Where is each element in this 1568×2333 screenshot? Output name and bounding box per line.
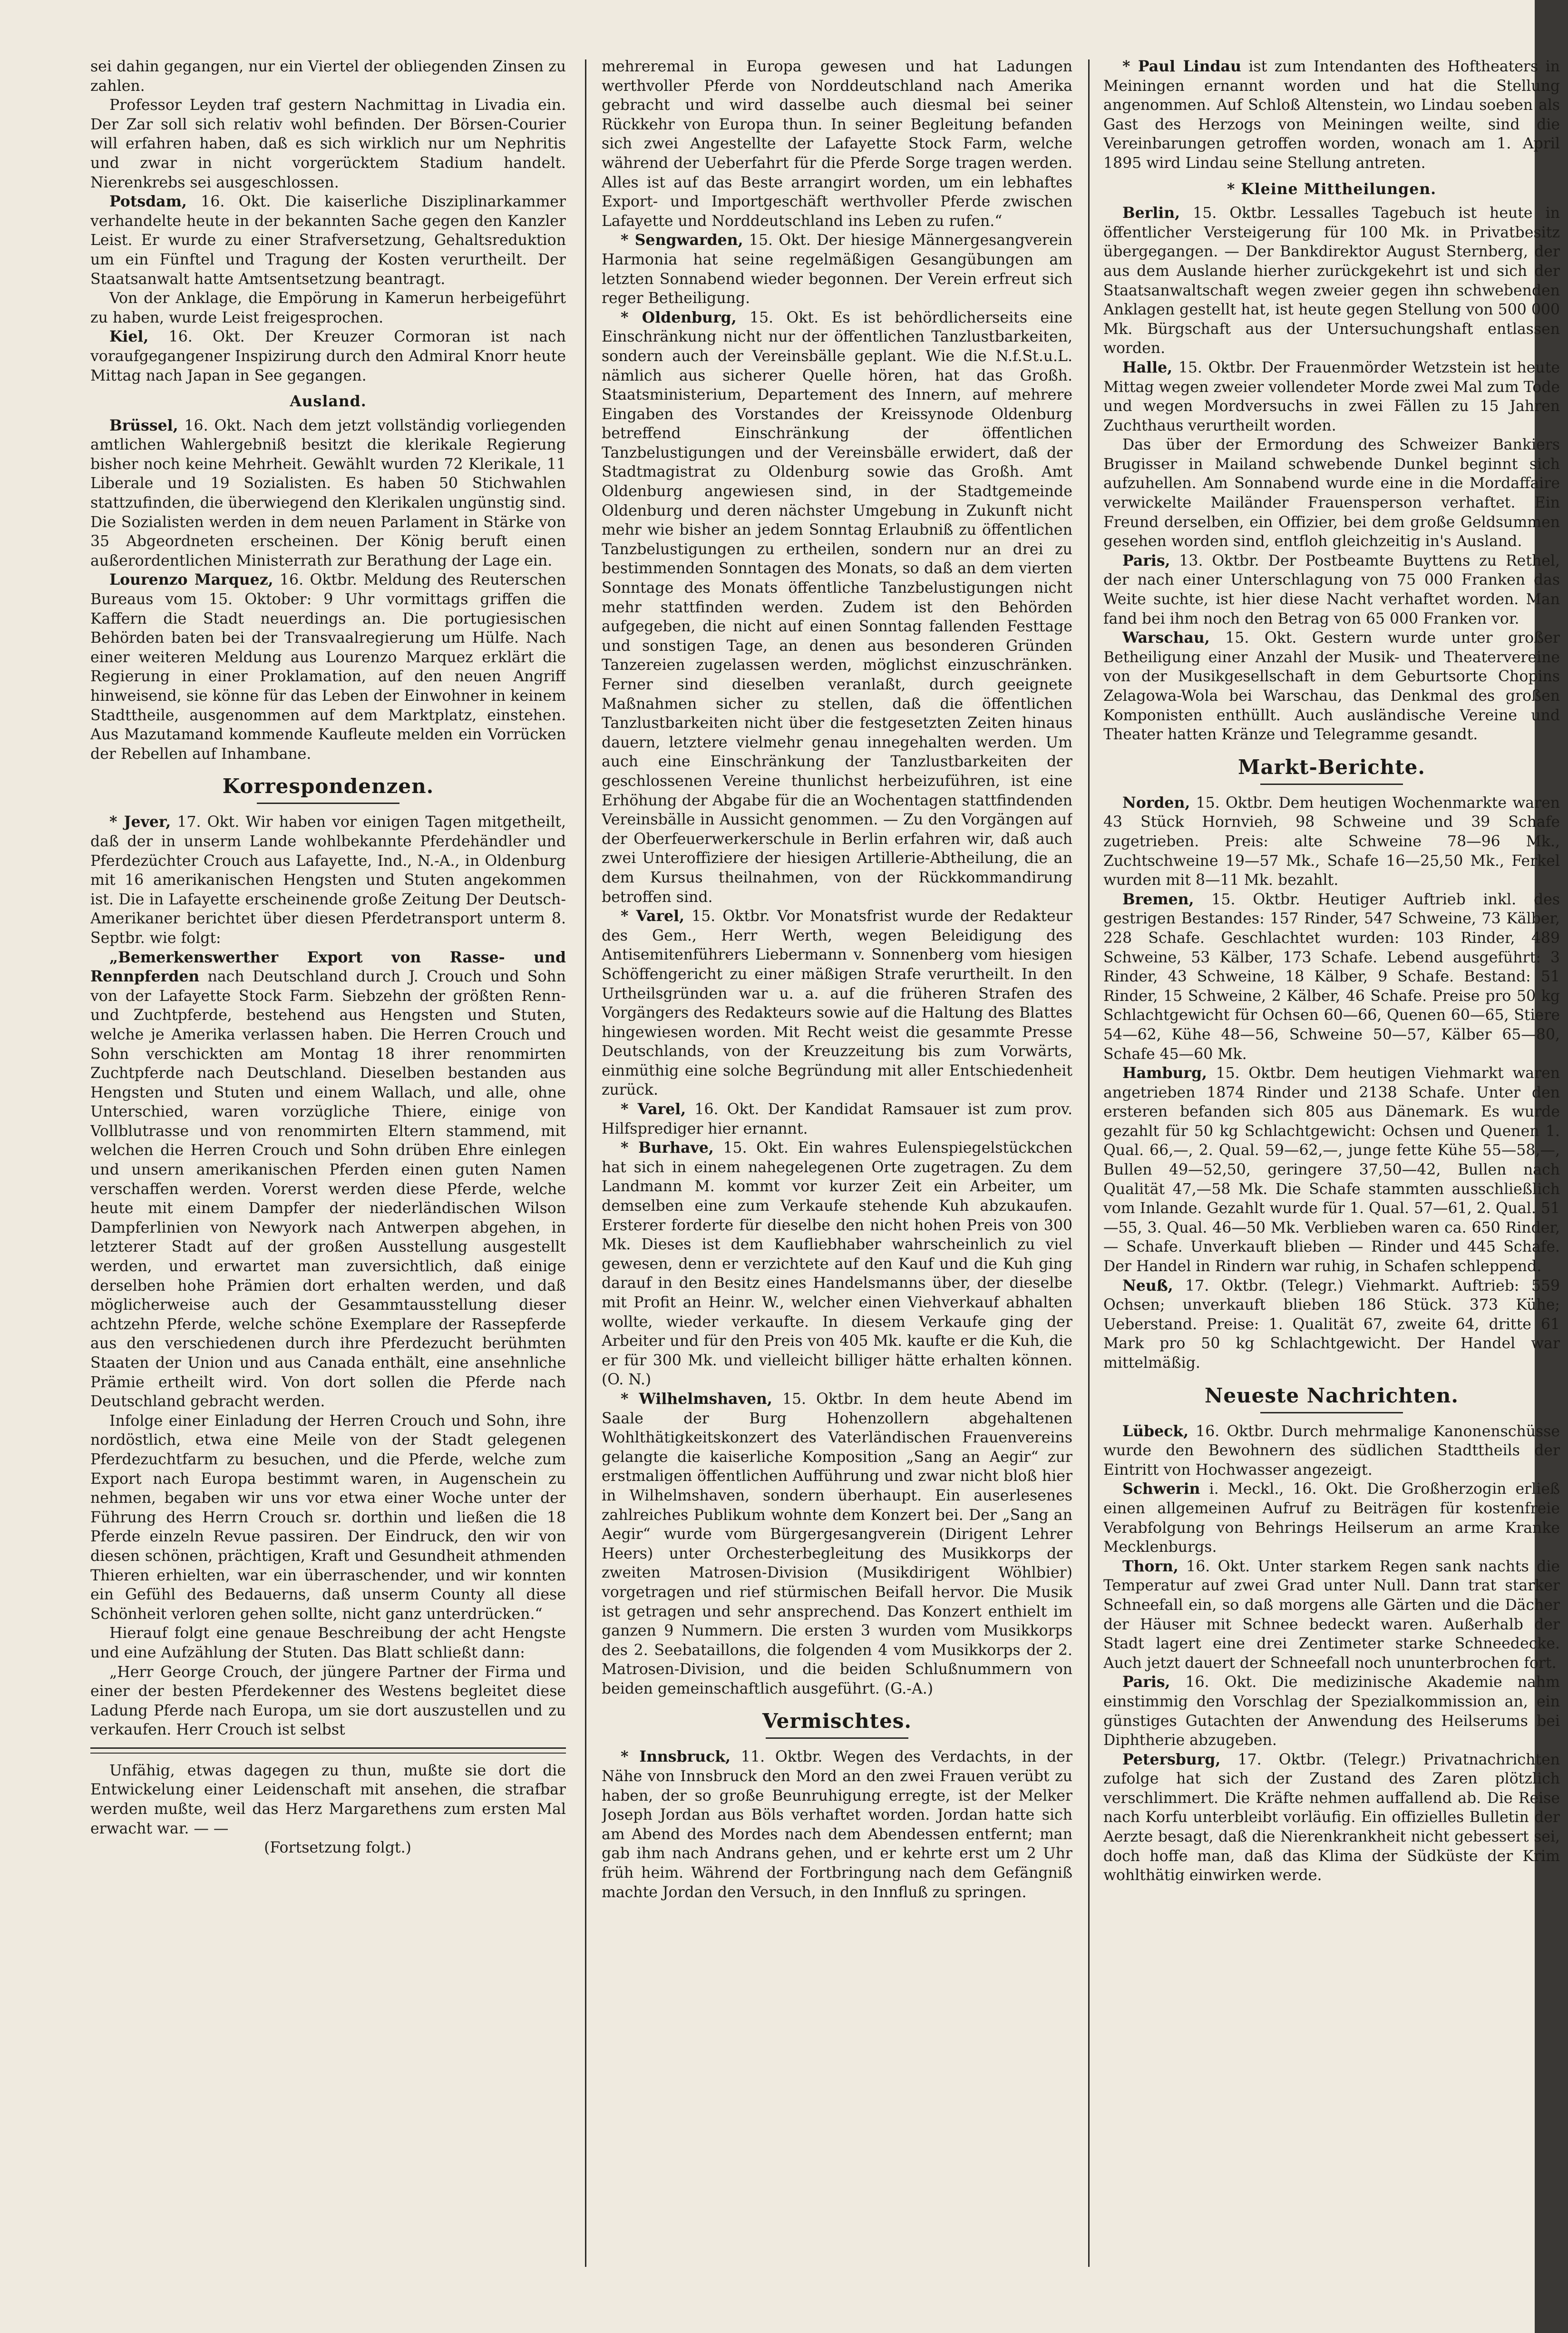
article-paris-2 — [1103, 1673, 1560, 1750]
article-berlin — [1103, 204, 1560, 358]
article-kiel — [90, 327, 566, 385]
dateline: Kiel, — [109, 328, 149, 346]
article-text: 15. Oktbr. Dem heutigen Wochenmarkte waren 43 Stück Hornvieh, 98 Schweine und 39 Schafe zugetrieben. Preis: alte Schweine 78—96 Mk., Zuchtschweine 19—57 Mk., Schafe 16—25,50 Mk., Ferkel wurden mit 8—11 Mk. bezahlt. — [1103, 794, 1560, 889]
article-text: 17. Oktbr. (Telegr.) Viehmarkt. Auftrieb: 559 Ochsen; unverkauft blieben 186 Stück. 373 Kühe; Ueberstand. Preise: 1. Qualität 67, zweite 64, dritte 61 Mark pro 50 kg Schlachtgewicht. Der Handel war mittelmäßig. — [1103, 1277, 1560, 1372]
dateline: * Jever, — [109, 813, 171, 831]
article-jever — [90, 813, 566, 948]
column-rule-1 — [585, 59, 586, 2267]
feuilleton-text: Unfähig, etwas dagegen zu thun, mußte sie dort die Entwickelung einer Leidenschaft mit ansehen, die strafbar werden mußte, weil das Herz Margarethens zum ersten Mal erwacht war. — — — [90, 1762, 566, 1837]
column-1 — [90, 57, 566, 2255]
dateline: Thorn, — [1122, 1557, 1178, 1575]
article-text: 16. Oktbr. Meldung des Reuterschen Bureaus vom 15. Oktober: 9 Uhr vormittags griffen die Kaffern die Stadt neuerdings an. Die portugiesischen Behörden baten bei der Transvaalregierung um Hülfe. Nach einer weiteren Meldung aus Lourenzo Marquez erklärt die Regierung in einer Proklamation, auf den neuen Angriff hinweisend, sie könne für das Leben der Einwohner in keinem Stadttheile, ausgenommen auf dem Marktplatz, einstehen. Aus Mazutamand kommende Kaufleute melden ein Vorrücken der Rebellen auf Inhambane. — [90, 571, 566, 763]
dateline: Lübeck, — [1122, 1422, 1189, 1440]
article-thorn — [1103, 1557, 1560, 1673]
dateline: Lourenzo Marquez, — [109, 571, 273, 589]
article-potsdam — [90, 192, 566, 289]
article-warschau — [1103, 628, 1560, 745]
section-heading-vermischtes: Vermischtes. — [602, 1709, 1072, 1739]
dateline: * Paul Lindau — [1122, 58, 1241, 75]
dateline: Hamburg, — [1122, 1064, 1208, 1082]
dateline: * Wilhelmshaven, — [621, 1390, 772, 1408]
article-petersburg — [1103, 1750, 1560, 1885]
column-3 — [1103, 57, 1560, 2255]
dateline: * Burhave, — [621, 1139, 714, 1157]
section-heading-markt-berichte: Markt-Berichte. — [1103, 755, 1560, 785]
column-rule-2 — [1088, 59, 1090, 2267]
article-quote-2: Infolge einer Einladung der Herren Crouch und Sohn, ihre nordöstlich, etwa eine Meile von der Stadt gelegenen Pferdezuchtfarm zu besuchen, und die Pferde, welche zum Export nach Europa bestimmt waren, in Augenschein zu nehmen, begaben wir uns vor etwa einer Woche unter der Führung des Herrn Crouch sr. dorthin und ließen die 18 Pferde einzeln Revue passiren. Der Eindruck, den wir von diesen schönen, prächtigen, Kraft und Gesundheit athmenden Thieren erhielten, war ein überraschender, und wir konnten ein Gefühl des Bedauerns, daß unserm County all diese Schönheit verloren gehen sollte, nicht ganz unterdrücken.“ — [90, 1412, 566, 1623]
quote-headline: „Bemerkenswerther Export von Rasse- und Rennpferden — [90, 948, 566, 986]
article-text: ist zum Intendanten des Hoftheaters in Meiningen ernannt worden und hat die Stellung angenommen. Auf Schloß Altenstein, wo Lindau soeben als Gast des Herzogs von Meiningen weilte, sind die Vereinbarungen getroffen worden, wonach am 1. April 1895 wird Lindau seine Stellung antreten. — [1103, 58, 1560, 172]
article-text: 16. Okt. Unter starkem Regen sank nachts die Temperatur auf zwei Grad unter Null. Dann trat starker Schneefall ein, so daß morgens alle Gärten und die Dächer der Häuser mit Schnee bedeckt waren. Außerhalb der Stadt lagert eine drei Zentimeter starke Schneedecke. Auch jetzt dauert der Schneefall noch ununterbrochen fort. — [1103, 1558, 1560, 1672]
article-text: 15. Okt. Ein wahres Eulenspiegelstückchen hat sich in einem nahegelegenen Orte zugetragen. Zu dem Landmann M. kommt vor kurzer Zeit ein Arbeiter, um demselben eine zum Verkaufe stehende Kuh abzukaufen. Ersterer forderte für dieselbe den nicht hohen Preis von 300 Mk. Dieses ist dem Kaufliebhaber wahrscheinlich zu viel gewesen, denn er verzichtete auf den Kauf und die Kuh ging darauf in den Besitz eines Handelsmanns über, der dieselbe mit Profit an Heinr. W., welcher einen Viehverkauf abhalten wollte, wieder verkaufte. In diesem Verkaufe ging der Arbeiter und für den Preis von 405 Mk. kaufte er die Kuh, die er für 300 Mk. und vielleicht billiger hätte erhalten können. (O. N.) — [602, 1139, 1072, 1389]
section-heading-ausland: Ausland. — [290, 392, 367, 411]
article-text: 11. Oktbr. Wegen des Verdachts, in der Nähe von Innsbruck den Mord an den zwei Frauen verübt zu haben, der so große Beunruhigung erregte, ist der Melker Joseph Jordan aus Böls verhaftet worden. Jordan hatte sich am Abend des Mordes nach dem Abendessen entfernt; man gab ihm nach Andrans gehen, und er kehrte erst um 2 Uhr früh heim. Während der Fortbringung nach dem Gefängniß machte Jordan den Versuch, in den Innfluß zu springen. — [602, 1748, 1072, 1901]
article-hamburg — [1103, 1064, 1560, 1276]
article-text: 15. Oktbr. In dem heute Abend im Saale der Burg Hohenzollern abgehaltenen Wohlthätigkeitskonzert des Vaterländischen Frauenvereins gelangte die kaiserliche Komposition „Sang an Aegir“ zur erstmaligen öffentlichen Aufführung und zwar nicht bloß hier in Wilhelmshaven, sondern überhaupt. Ein auserlesenes zahlreiches Publikum wohnte dem Konzert bei. Der „Sang an Aegir“ wurde vom Bürgergesangverein (Dirigent Lehrer Heers) unter Orchesterbegleitung des Musikkorps der zweiten Matrosen-Division (Musikdirigent Wöhlbier) vorgetragen und rief stürmischen Beifall hervor. Die Musik ist getragen und sehr ansprechend. Das Konzert enthielt im ganzen 9 Nummern. Die ersten 3 wurden vom Musikkorps des 2. Seebataillons, die folgenden 4 vom Musikkorps der 2. Matrosen-Division, und die beiden Schlußnummern von beiden gemeinschaftlich ausgeführt. (G.-A.) — [602, 1390, 1072, 1697]
dateline: * Oldenburg, — [621, 308, 737, 326]
article-text: i. Meckl., 16. Okt. Die Großherzogin erließ einen allgemeinen Aufruf zu Beiträgen für kostenfreie Verabfolgung von Behrings Heilserum an arme Kranke Mecklenburgs. — [1103, 1480, 1560, 1556]
article-text: 16. Oktbr. Durch mehrmalige Kanonenschüsse wurde den Bewohnern des südlichen Stadttheils der Eintritt von Hochwasser angezeigt. — [1103, 1422, 1560, 1479]
article-text: 16. Okt. Nach dem jetzt vollständig vorliegenden amtlichen Wahlergebniß besitzt die klerikale Regierung bisher noch keine Mehrheit. Gewählt wurden 72 Klerikale, 11 Liberale und 19 Sozialisten. Es haben 50 Stichwahlen stattzufinden, die überwiegend den Klerikalen ungünstig sind. Die Sozialisten werden in dem neuen Parlament in Stärke von 35 Abgeordneten erscheinen. Der König beruft einen außerordentlichen Ministerrath zur Berathung der Lage ein. — [90, 417, 566, 569]
article-lindau — [1103, 57, 1560, 173]
article-norden — [1103, 794, 1560, 890]
dateline: Brüssel, — [109, 416, 178, 434]
article-quote-3: Hierauf folgt eine genaue Beschreibung der acht Hengste und eine Aufzählung der Stuten. Das Blatt schließt dann: — [90, 1625, 566, 1661]
dateline: Potsdam, — [109, 193, 187, 211]
article-potsdam-2: Von der Anklage, die Empörung in Kamerun herbeigeführt zu haben, wurde Leist freigesprochen. — [90, 290, 566, 326]
article-varel — [602, 907, 1072, 1100]
article-text: 17. Oktbr. (Telegr.) Privatnachrichten zufolge hat sich der Zustand des Zaren plötzlich verschlimmert. Die Kräfte nehmen auffallend ab. Die Reise nach Korfu unterbleibt vorläufig. Ein offizielles Bulletin der Aerzte besagt, daß die Nierenkrankheit nicht gebessert sei, doch hoffe man, daß das Klima der Südküste der Krim wohlthätig einwirken werde. — [1103, 1751, 1560, 1884]
dateline: * Varel, — [621, 907, 685, 925]
dateline: Warschau, — [1122, 629, 1210, 647]
article-text: 15. Oktbr. Heutiger Auftrieb inkl. des gestrigen Bestandes: 157 Rinder, 547 Schweine, 73 Kälber, 228 Schafe. Geschlachtet wurden: 103 Rinder, 489 Schweine, 53 Kälber, 173 Schafe. Lebend ausgeführt: 3 Rinder, 43 Schweine, 18 Kälber, 9 Schafe. Bestand: 51 Rinder, 15 Schweine, 2 Kälber, 46 Schafe. Preise pro 50 kg Schlachtgewicht für Ochsen 60—66, Quenen 60—65, Stiere 54—62, Kühe 48—56, Schweine 50—57, Kälber 65—80, Schafe 45—60 Mk. — [1103, 891, 1560, 1063]
feuilleton-separator — [90, 1747, 566, 1754]
feuilleton-continued: (Fortsetzung folgt.) — [264, 1839, 411, 1857]
article-text: 13. Oktbr. Der Postbeamte Buyttens zu Rethel, der nach einer Unterschlagung von 75 000 Franken das Weite suchte, ist hier diese Nacht verhaftet worden. Man fand bei ihm noch den Betrag von 65 000 Franken vor. — [1103, 552, 1560, 627]
article-text: 16. Okt. Der Kandidat Ramsauer ist zum prov. Hilfsprediger hier ernannt. — [602, 1101, 1072, 1137]
article-neuss — [1103, 1276, 1560, 1373]
dateline: Paris, — [1122, 1673, 1170, 1691]
article-lourenzo — [90, 570, 566, 764]
dateline: * Varel, — [621, 1100, 686, 1118]
dateline: Schwerin — [1122, 1480, 1200, 1498]
article-text: 17. Okt. Wir haben vor einigen Tagen mitgetheilt, daß der in unserm Lande wohlbekannte Pferdehändler und Pferdezüchter Crouch aus Lafayette, Ind., N.-A., in Oldenburg mit 16 amerikanischen Hengsten und Stuten angekommen ist. Die in Lafayette erscheinende große Zeitung Der Deutsch-Amerikaner berichtet über diesen Pferdetransport unterm 8. Septbr. wie folgt: — [90, 814, 566, 947]
dateline: * Innsbruck, — [621, 1748, 731, 1766]
article-leyden: Professor Leyden traf gestern Nachmittag in Livadia ein. Der Zar soll sich relativ wohl befinden. Der Börsen-Courier will erfahren haben, daß es sich wirklich nur um Nephritis und zwar in nicht vorgerücktem Stadium handelt. Nierenkrebs sei ausgeschlossen. — [90, 97, 566, 191]
article-oldenburg — [602, 308, 1072, 907]
article-text: 15. Oktbr. Lessalles Tagebuch ist heute in öffentlicher Versteigerung für 100 Mk. in Privatbesitz übergegangen. — Der Bankdirektor August Sternberg, der aus dem Auslande hierher zurückgekehrt ist und sich der Staatsanwaltschaft wegen zweier gegen ihn schwebenden Anklagen gestellt hat, ist heute gegen Stellung von 500 000 Mk. Bürgschaft aus der Untersuchungshaft entlassen worden. — [1103, 205, 1560, 357]
article-sengwarden — [602, 231, 1072, 308]
article-luebeck — [1103, 1422, 1560, 1480]
article-text: 15. Okt. Der hiesige Männergesangverein Harmonia hat seine regelmäßigen Gesangübungen am letzten Sonnabend wieder begonnen. Der Verein erfreut sich reger Betheiligung. — [602, 232, 1072, 307]
article-halle — [1103, 358, 1560, 435]
dateline: Neuß, — [1122, 1276, 1173, 1294]
article-wilhelmshaven — [602, 1390, 1072, 1699]
article-bremen — [1103, 890, 1560, 1064]
article-text: 16. Okt. Die medizinische Akademie nahm einstimmig den Vorschlag der Spezialkommission an, ein günstiges Gutachten der Anwendung des Heilserums bei Diphtherie abzugeben. — [1103, 1674, 1560, 1749]
dateline: Paris, — [1122, 551, 1170, 569]
article-text: 16. Okt. Die kaiserliche Disziplinarkammer verhandelte heute in der bekannten Sache gegen den Kanzler Leist. Er wurde zu einer Strafversetzung, Gehaltsreduktion um ein Fünftel und Tragung der Kosten verurtheilt. Der Staatsanwalt hatte Amtsentsetzung beantragt. — [90, 193, 566, 288]
article-text: 15. Oktbr. Dem heutigen Viehmarkt waren angetrieben 1874 Rinder und 2138 Schafe. Unter den ersteren befanden sich 805 aus Dänemark. Es wurde gezahlt für 50 kg Schlachtgewicht: Ochsen und Quenen 1. Qual. 66,—, 2. Qual. 59—62,—, junge fette Kühe 55—58,—, Bullen 49—52,50, geringere 37,50—42, Bullen nach Qualität 47,—58 Mk. Die Schafe stammten ausschließlich vom Inlande. Gezahlt wurde für 1. Qual. 57—61, 2. Qual. 51—55, 3. Qual. 46—50 Mk. Verblieben waren ca. 650 Rinder, — Schafe. Unverkauft blieben — Rinder und 445 Schafe. Der Handel in Rindern war ruhig, in Schafen schleppend. — [1103, 1065, 1560, 1275]
column-2 — [602, 57, 1072, 2255]
article-quote — [90, 948, 566, 1412]
article-bruessel — [90, 416, 566, 571]
dateline: Halle, — [1122, 358, 1173, 376]
article-text: 15. Oktbr. Der Frauenmörder Wetzstein ist heute Mittag wegen zweier vollendeter Morde zwei Mal zum Tode und wegen Mordversuchs in zwei Fällen zu 15 Jahren Zuchthaus verurtheilt worden. — [1103, 359, 1560, 434]
article-text: 16. Okt. Der Kreuzer Cormoran ist nach voraufgegangener Inspizirung durch den Admiral Knorr heute Mittag nach Japan in See gegangen. — [90, 328, 566, 384]
article-burhave — [602, 1138, 1072, 1390]
article-text: nach Deutschland durch J. Crouch und Sohn von der Lafayette Stock Farm. Siebzehn der größten Renn- und Zuchtpferde, bestehend aus Hengsten und Stuten, welche je Amerika verlassen haben. Die Herren Crouch und Sohn verschickten am Montag 18 ihrer renommirten Zuchtpferde nach Deutschland. Dieselben bestanden aus Hengsten und Stuten und einem Wallach, und alle, ohne Unterschied, waren vorzügliche Thiere, einige von Vollblutrasse und von renommirten Eltern stammend, mit welchen die Herren Crouch und Sohn drüben Ehre einlegen und unsern amerikanischen Pferden einen guten Namen verschaffen werden. Vorerst werden diese Pferde, welche heute mit einem Dampfer der niederländischen Wilson Dampferlinien von Newyork nach Antwerpen abgehen, in letzterer Stadt auf der großen Ausstellung ausgestellt werden, und erwartet man zuversichtlich, daß einige derselben hohe Prämien dort erhalten werden, und daß möglicherweise auch der Gesammtausstellung dieser achtzehn Pferde, welche schöne Exemplare der Rassepferde aus den verschiedenen durch ihre Pferdezucht berühmten Staaten der Union und aus Canada enthält, eine ansehnliche Prämie ertheilt wird. Von dort sollen die Pferde nach Deutschland gebracht werden. — [90, 968, 566, 1411]
dateline: Norden, — [1122, 794, 1190, 812]
dateline: * Sengwarden, — [621, 231, 743, 249]
dateline: Bremen, — [1122, 890, 1194, 908]
section-heading-kleine-mittheilungen: * Kleine Mittheilungen. — [1227, 180, 1437, 198]
article-text: 15. Oktbr. Vor Monatsfrist wurde der Redakteur des Gem., Herr Werth, wegen Beleidigung des Antisemitenführers Liebermann v. Sonnenberg vom hiesigen Schöffengericht zu einer mäßigen Strafe verurtheilt. In den Urtheilsgründen war u. a. auf die früheren Strafen des Vorgängers des Redakteurs sowie auf die Haltung des Blattes hingewiesen worden. Mit Recht weist die gesammte Presse Deutschlands, von der Kreuzzeitung bis zum Vorwärts, einmüthig eine solche Begründung mit aller Entschiedenheit zurück. — [602, 908, 1072, 1099]
dateline: Berlin, — [1122, 204, 1180, 222]
article-schwerin — [1103, 1480, 1560, 1557]
article-varel-2 — [602, 1100, 1072, 1138]
section-heading-korrespondenzen: Korrespondenzen. — [90, 774, 566, 804]
section-heading-neueste-nachrichten: Neueste Nachrichten. — [1103, 1383, 1560, 1413]
article-continuation: mehreremal in Europa gewesen und hat Ladungen werthvoller Pferde von Norddeutschland nach Amerika gebracht und wird dasselbe auch diesmal bei seiner Rückkehr von Europa thun. In seiner Begleitung befanden sich zwei Angestellte der Lafayette Stock Farm, welche während der Ueberfahrt für die Pferde Sorge tragen werden. Alles ist auf das Beste arrangirt worden, um ein lebhaftes Export- und Importgeschäft werthvoller Pferde zwischen Lafayette und Norddeutschland ins Leben zu rufen.“ — [602, 58, 1072, 230]
article-mailand: Das über der Ermordung des Schweizer Bankiers Brugisser in Mailand schwebende Dunkel beginnt sich aufzuhellen. Am Sonnabend wurde eine in die Mordaffaire verwickelte Mailänder Frauensperson verhaftet. Ein Freund derselben, ein Offizier, bei dem große Geldsummen gesehen worden sind, entfloh gleichzeitig in's Ausland. — [1103, 436, 1560, 550]
article-continuation: sei dahin gegangen, nur ein Viertel der obliegenden Zinsen zu zahlen. — [90, 58, 566, 95]
article-text: 15. Okt. Es ist behördlicherseits eine Einschränkung nicht nur der öffentlichen Tanzlustbarkeiten, sondern auch der Vereinsbälle geplant. Wie die N.f.St.u.L. nämlich aus sicherer Quelle hören, hat das Großh. Staatsministerium, Departement des Innern, auf mehrere Eingaben des Vorstandes der Kreissynode Oldenburg betreffend Einschränkung der öffentlichen Tanzbelustigungen und der Vereinsbälle erwidert, daß der Stadtmagistrat zu Oldenburg sowie das Großh. Amt Oldenburg angewiesen sind, in der Stadtgemeinde Oldenburg und deren nächster Umgebung in Zukunft nicht mehr wie bisher an jedem Sonntag Erlaubniß zu öffentlichen Tanzbelustigungen zu ertheilen, sondern nur an drei zu bestimmenden Sonntagen des Monats, so daß an dem vierten Sonntage des Monats öffentliche Tanzbelustigungen nicht mehr stattfinden werden. Zudem ist den Behörden aufgegeben, die nicht auf einen Sonntag fallenden Festtage und sonstigen Tage, an denen aus besonderen Gründen Tanzereien zugelassen werden, möglichst einzuschränken. Ferner sind dieselben veranlaßt, durch geeignete Maßnahmen sicher zu stellen, daß die öffentlichen Tanzlustbarkeiten nicht über die festgesetzten Zeiten hinaus dauern, letztere vielmehr genau innegehalten werden. Um auch eine Einschränkung der Tanzlustbarkeiten der geschlossenen Vereine thunlichst herbeizuführen, ist eine Erhöhung der Abgabe für die an Wochentagen stattfindenden Vereinsbälle in Aussicht genommen. — Zu den Vorgängen auf der Oberfeuerwerkerschule in Berlin erfahren wir, daß auch zwei Unteroffiziere der hiesigen Artillerie-Abtheilung, die an dem Kursus theilnahmen, von der Rückkommandirung betroffen sind. — [602, 309, 1072, 906]
article-text: 15. Okt. Gestern wurde unter großer Betheiligung einer Anzahl der Musik- und Theatervereine von der Musikgesellschaft in dem Geburtsorte Chopins Zelagowa-Wola bei Warschau, das Denkmal des großen Komponisten enthüllt. Auch ausländische Vereine und Theater hatten Kränze und Telegramme gesandt. — [1103, 629, 1560, 744]
dateline: Petersburg, — [1122, 1750, 1221, 1768]
article-quote-4: „Herr George Crouch, der jüngere Partner der Firma und einer der besten Pferdekenner des Westens begleitet diese Ladung Pferde nach Europa, um sie dort auszustellen und zu verkaufen. Herr Crouch ist selbst — [90, 1663, 566, 1739]
article-innsbruck — [602, 1747, 1072, 1902]
article-paris — [1103, 551, 1560, 628]
